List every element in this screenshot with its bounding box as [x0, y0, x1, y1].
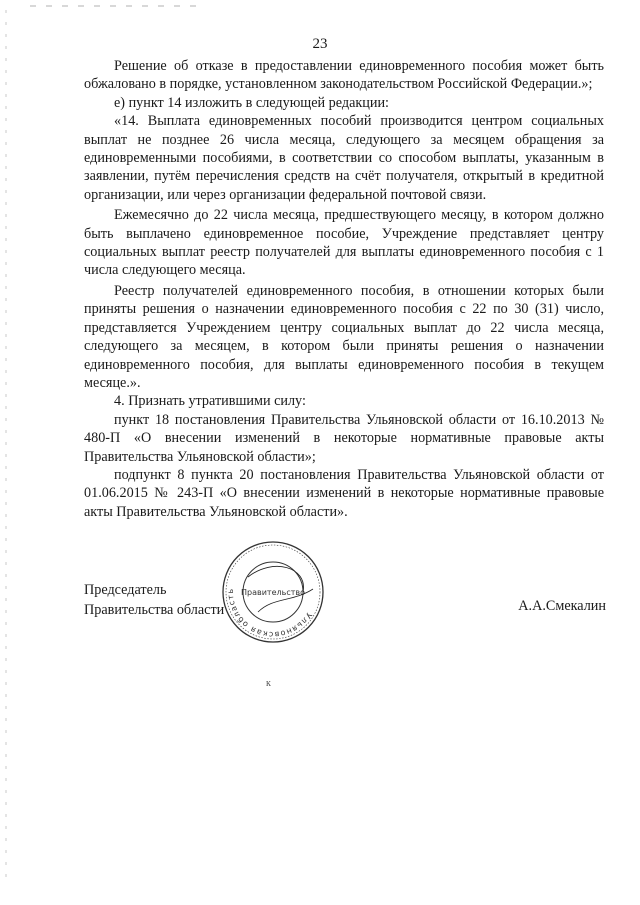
signatory-title-line1: Председатель	[84, 582, 167, 598]
paragraph-repeal-subpoint-8: подпункт 8 пункта 20 постановления Правительства Ульяновской области от 01.06.2015 № 243-П «О внесении изменений в некоторые нормативные правовые акты Правительства Ульяновской области».	[84, 466, 604, 520]
paragraph-repeal-point-18: пункт 18 постановления Правительства Ульяновской области от 16.10.2013 № 480-П «О внесении изменений в некоторые нормативные правовые акты Правительства Ульяновской области»;	[84, 411, 604, 465]
footer-mark: к	[266, 678, 271, 689]
signatory-title-line2: Правительства области	[84, 602, 225, 618]
signatory-name: А.А.Смекалин	[518, 598, 606, 614]
official-seal-stamp	[218, 537, 328, 647]
signatory-title	[84, 580, 224, 620]
paragraph-monthly-registry: Ежемесячно до 22 числа месяца, предшествующего месяцу, в котором должно быть выплачено единовременное пособие, Учреждение представляет центру социальных выплат реестр получателей для выплаты единовременного пособия с 1 числа следующего месяца.	[84, 207, 604, 279]
document-body	[84, 57, 604, 521]
page-number: 23	[312, 36, 328, 52]
paragraph-point-14: «14. Выплата единовременных пособий производится центром социальных выплат не позднее 26 числа месяца, следующего за месяцем обращения за единовременными пособиями, в соответствии со способом выплаты, указанным в заявлении, путём перечисления средств на счёт получателя, открытый в кредитной организации, или через организации федеральной почтовой связи.	[84, 113, 604, 203]
svg-text:Ульяновская область	[218, 570, 314, 647]
paragraph-item-4: 4. Признать утратившими силу:	[114, 393, 306, 410]
stamp-inner-text: Правительство	[241, 588, 305, 597]
paragraph-item-e: е) пункт 14 изложить в следующей редакции:	[114, 94, 389, 111]
paragraph-registry-recipients: Реестр получателей единовременного пособия, в отношении которых были приняты решения о назначении единовременного пособия с 22 по 30 (31) число, представляется Учреждением центру социальных выплат до 22 числа месяца, следующего за месяцем, в котором были приняты решения о назначении единовременного пособия, для выплаты единовременного пособия в текущем месяце.».	[84, 282, 604, 391]
stamp-outer-text: Ульяновская область	[225, 587, 314, 640]
paragraph-appeal: Решение об отказе в предоставлении единовременного пособия может быть обжаловано в порядке, установленном законодательством Российской Федерации.»;	[84, 58, 604, 93]
